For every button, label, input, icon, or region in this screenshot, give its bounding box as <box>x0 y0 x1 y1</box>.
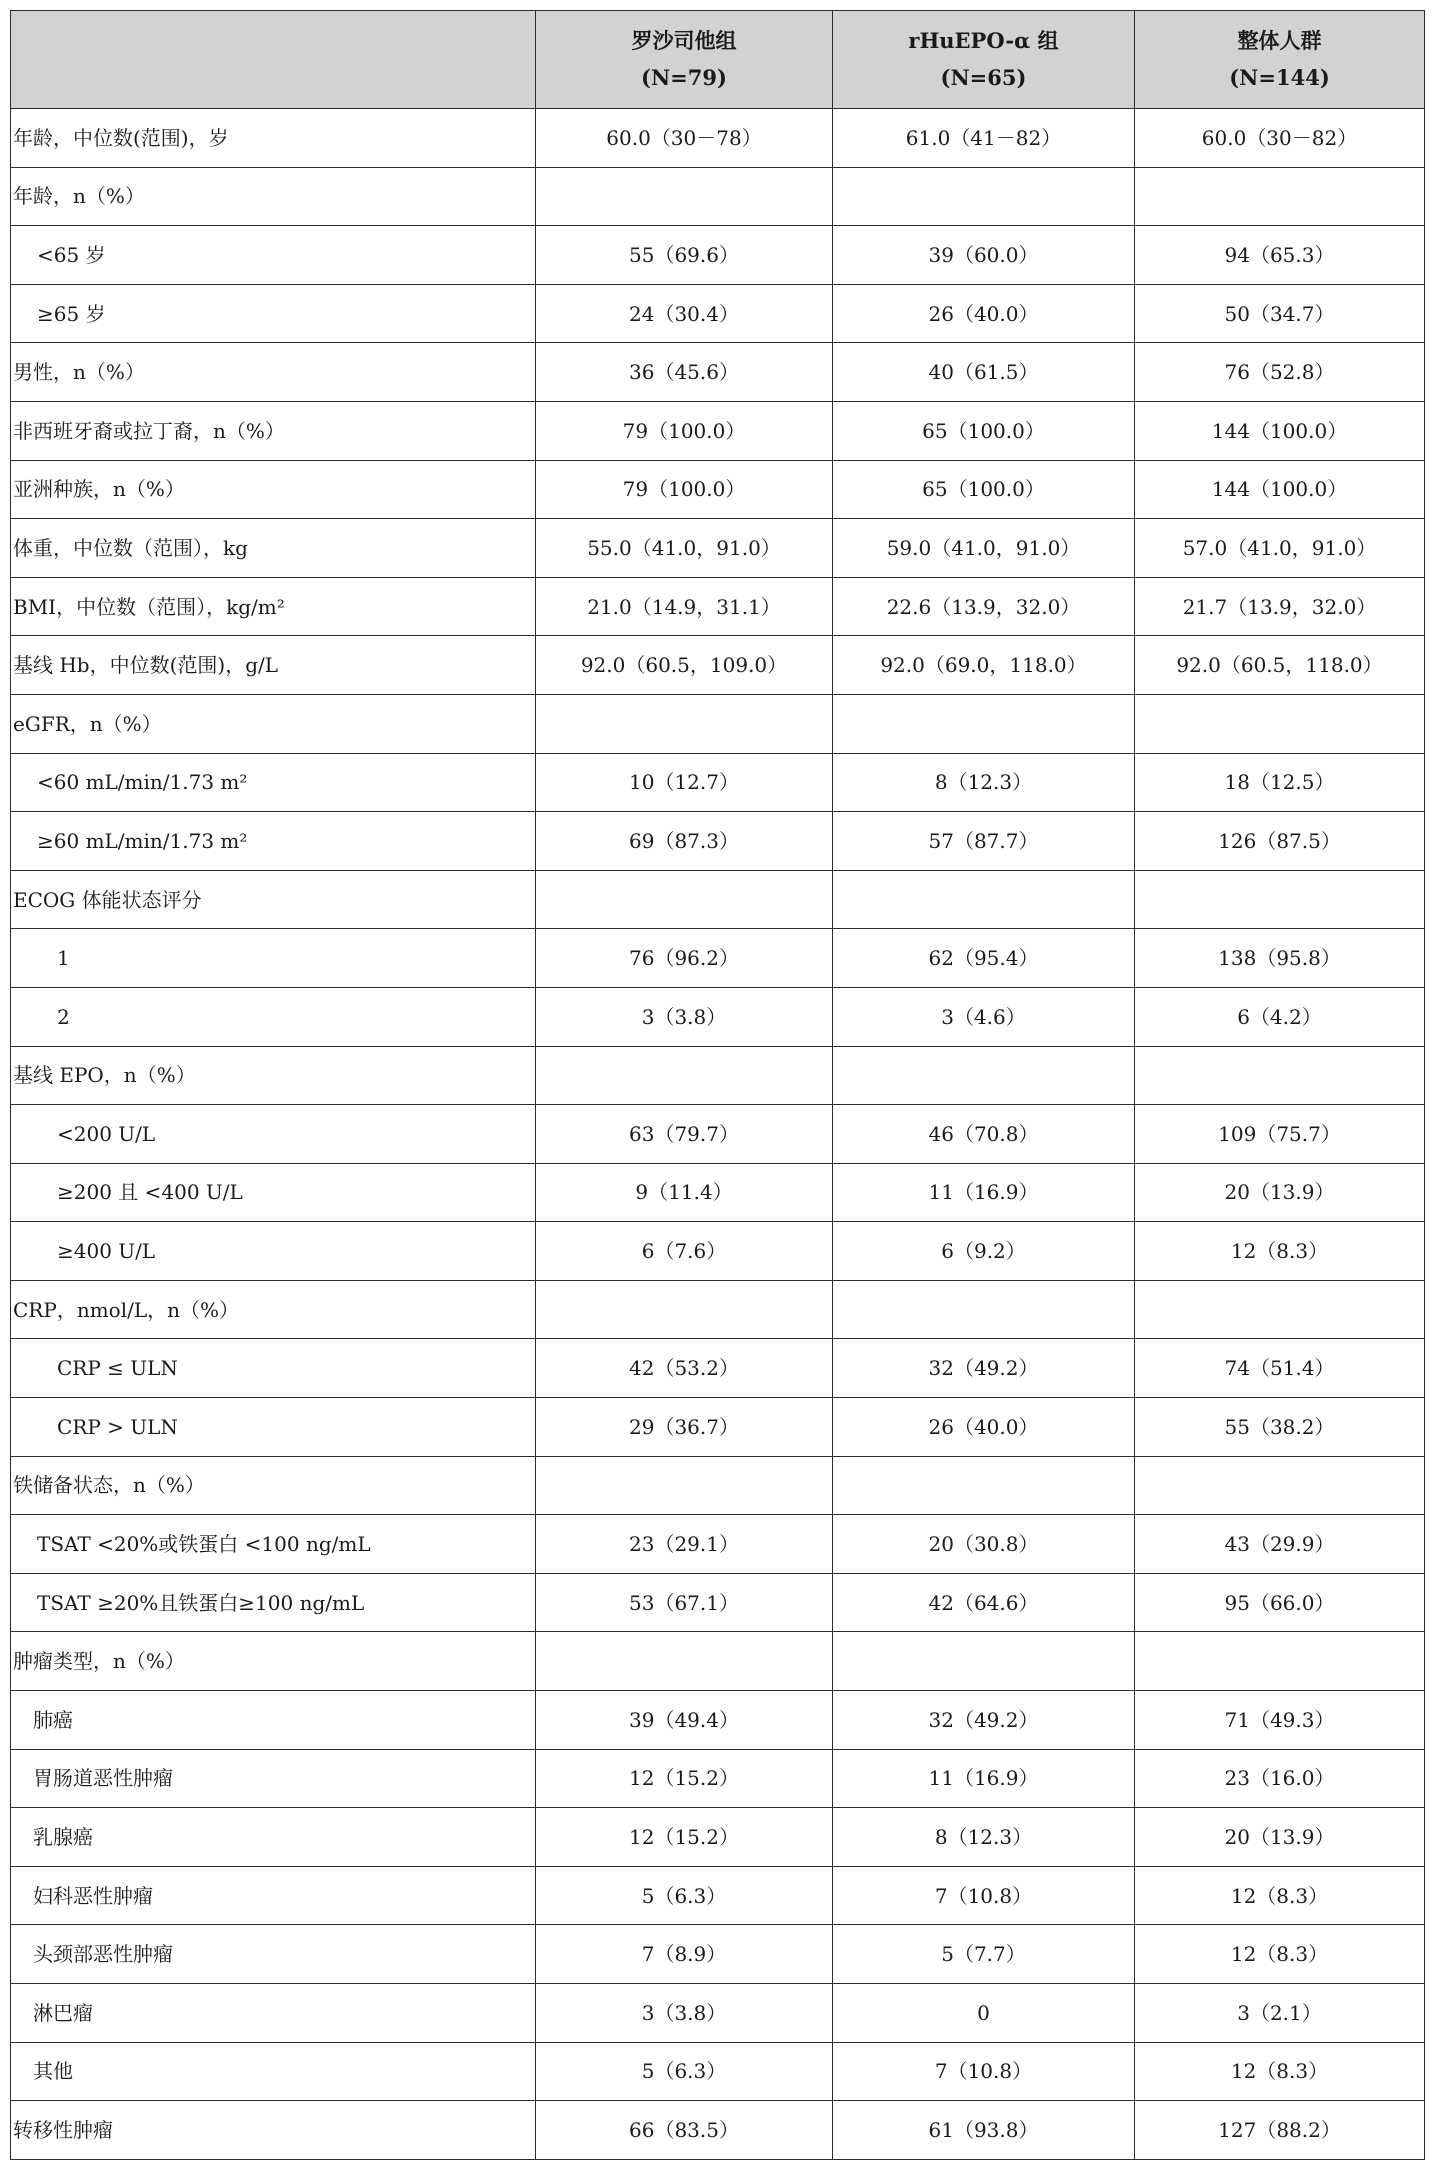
rhuepo-value: 65（100.0） <box>833 460 1135 519</box>
header-rhuepo-group <box>833 11 1135 109</box>
overall-value <box>1135 694 1425 753</box>
roxadustat-value: 55.0（41.0，91.0） <box>536 519 833 578</box>
row-label: CRP，nmol/L，n（%） <box>11 1280 536 1339</box>
table-header <box>11 11 1425 109</box>
roxadustat-value: 63（79.7） <box>536 1105 833 1164</box>
row-label: 妇科恶性肿瘤 <box>11 1866 536 1925</box>
row-label: 亚洲种族，n（%） <box>11 460 536 519</box>
table-row <box>11 636 1425 695</box>
rhuepo-value: 40（61.5） <box>833 343 1135 402</box>
row-label: 铁储备状态，n（%） <box>11 1456 536 1515</box>
roxadustat-value: 42（53.2） <box>536 1339 833 1398</box>
roxadustat-value: 60.0（30－78） <box>536 109 833 168</box>
group-name: 罗沙司他组 <box>631 27 737 53</box>
rhuepo-value: 42（64.6） <box>833 1573 1135 1632</box>
table-row <box>11 1866 1425 1925</box>
rhuepo-value: 26（40.0） <box>833 284 1135 343</box>
row-label: 肺癌 <box>11 1691 536 1750</box>
rhuepo-value: 92.0（69.0，118.0） <box>833 636 1135 695</box>
table-row <box>11 870 1425 929</box>
table-row <box>11 2042 1425 2101</box>
row-label: 基线 Hb，中位数(范围)，g/L <box>11 636 536 695</box>
roxadustat-value: 36（45.6） <box>536 343 833 402</box>
rhuepo-value: 62（95.4） <box>833 929 1135 988</box>
roxadustat-value <box>536 694 833 753</box>
roxadustat-value: 12（15.2） <box>536 1808 833 1867</box>
row-label: 肿瘤类型，n（%） <box>11 1632 536 1691</box>
row-label: BMI，中位数（范围），kg/m² <box>11 577 536 636</box>
row-label: 胃肠道恶性肿瘤 <box>11 1749 536 1808</box>
overall-value: 76（52.8） <box>1135 343 1425 402</box>
roxadustat-value: 76（96.2） <box>536 929 833 988</box>
rhuepo-value: 32（49.2） <box>833 1691 1135 1750</box>
rhuepo-value: 39（60.0） <box>833 226 1135 285</box>
table-row <box>11 1046 1425 1105</box>
row-label: 年龄，n（%） <box>11 167 536 226</box>
row-label: TSAT <20%或铁蛋白 <100 ng/mL <box>11 1515 536 1574</box>
table-row <box>11 1105 1425 1164</box>
roxadustat-value: 3（3.8） <box>536 1984 833 2043</box>
rhuepo-value <box>833 1280 1135 1339</box>
overall-value: 60.0（30－82） <box>1135 109 1425 168</box>
roxadustat-value: 79（100.0） <box>536 401 833 460</box>
table-row <box>11 812 1425 871</box>
roxadustat-value: 21.0（14.9，31.1） <box>536 577 833 636</box>
table-row <box>11 167 1425 226</box>
overall-value: 144（100.0） <box>1135 460 1425 519</box>
row-label: <200 U/L <box>11 1105 536 1164</box>
overall-value: 127（88.2） <box>1135 2101 1425 2160</box>
roxadustat-value <box>536 1456 833 1515</box>
row-label: 头颈部恶性肿瘤 <box>11 1925 536 1984</box>
roxadustat-value: 66（83.5） <box>536 2101 833 2160</box>
header-row <box>11 11 1425 109</box>
table-row <box>11 1222 1425 1281</box>
group-name: 整体人群 <box>1237 27 1322 53</box>
table-row <box>11 753 1425 812</box>
roxadustat-value: 69（87.3） <box>536 812 833 871</box>
table-row <box>11 401 1425 460</box>
overall-value <box>1135 1456 1425 1515</box>
rhuepo-value: 8（12.3） <box>833 1808 1135 1867</box>
table-row <box>11 2101 1425 2160</box>
roxadustat-value <box>536 1632 833 1691</box>
overall-value: 109（75.7） <box>1135 1105 1425 1164</box>
roxadustat-value: 9（11.4） <box>536 1163 833 1222</box>
table-row <box>11 1691 1425 1750</box>
overall-value: 21.7（13.9，32.0） <box>1135 577 1425 636</box>
row-label: TSAT ≥20%且铁蛋白≥100 ng/mL <box>11 1573 536 1632</box>
roxadustat-value <box>536 1280 833 1339</box>
rhuepo-value: 11（16.9） <box>833 1163 1135 1222</box>
rhuepo-value: 7（10.8） <box>833 2042 1135 2101</box>
rhuepo-value: 3（4.6） <box>833 987 1135 1046</box>
roxadustat-value: 12（15.2） <box>536 1749 833 1808</box>
row-label: <60 mL/min/1.73 m² <box>11 753 536 812</box>
table-row <box>11 694 1425 753</box>
overall-value: 144（100.0） <box>1135 401 1425 460</box>
table-row <box>11 519 1425 578</box>
table-row <box>11 1456 1425 1515</box>
overall-value: 12（8.3） <box>1135 1222 1425 1281</box>
overall-value: 43（29.9） <box>1135 1515 1425 1574</box>
table-row <box>11 1573 1425 1632</box>
row-label: 1 <box>11 929 536 988</box>
roxadustat-value: 79（100.0） <box>536 460 833 519</box>
overall-value: 20（13.9） <box>1135 1808 1425 1867</box>
rhuepo-value: 22.6（13.9，32.0） <box>833 577 1135 636</box>
roxadustat-value: 3（3.8） <box>536 987 833 1046</box>
rhuepo-value: 8（12.3） <box>833 753 1135 812</box>
overall-value: 6（4.2） <box>1135 987 1425 1046</box>
row-label: CRP > ULN <box>11 1398 536 1457</box>
overall-value: 92.0（60.5，118.0） <box>1135 636 1425 695</box>
roxadustat-value: 6（7.6） <box>536 1222 833 1281</box>
table-row <box>11 284 1425 343</box>
header-overall-population <box>1135 11 1425 109</box>
row-label: ≥400 U/L <box>11 1222 536 1281</box>
rhuepo-value: 26（40.0） <box>833 1398 1135 1457</box>
rhuepo-value: 0 <box>833 1984 1135 2043</box>
group-name: rHuEPO-α 组 <box>908 27 1059 53</box>
table-row <box>11 1398 1425 1457</box>
roxadustat-value: 5（6.3） <box>536 2042 833 2101</box>
roxadustat-value: 7（8.9） <box>536 1925 833 1984</box>
roxadustat-value: 92.0（60.5，109.0） <box>536 636 833 695</box>
row-label: ≥65 岁 <box>11 284 536 343</box>
row-label: ≥60 mL/min/1.73 m² <box>11 812 536 871</box>
overall-value <box>1135 870 1425 929</box>
overall-value: 50（34.7） <box>1135 284 1425 343</box>
overall-value <box>1135 1632 1425 1691</box>
table-row <box>11 1163 1425 1222</box>
overall-value: 12（8.3） <box>1135 1925 1425 1984</box>
roxadustat-value: 39（49.4） <box>536 1691 833 1750</box>
overall-value: 74（51.4） <box>1135 1339 1425 1398</box>
rhuepo-value: 7（10.8） <box>833 1866 1135 1925</box>
overall-value: 12（8.3） <box>1135 2042 1425 2101</box>
row-label: CRP ≤ ULN <box>11 1339 536 1398</box>
rhuepo-value: 61（93.8） <box>833 2101 1135 2160</box>
row-label: 基线 EPO，n（%） <box>11 1046 536 1105</box>
row-label: 体重，中位数（范围），kg <box>11 519 536 578</box>
roxadustat-value <box>536 167 833 226</box>
rhuepo-value: 5（7.7） <box>833 1925 1135 1984</box>
rhuepo-value: 46（70.8） <box>833 1105 1135 1164</box>
table-row <box>11 343 1425 402</box>
overall-value: 126（87.5） <box>1135 812 1425 871</box>
table-row <box>11 1984 1425 2043</box>
row-label: eGFR，n（%） <box>11 694 536 753</box>
table-body <box>11 109 1425 2160</box>
rhuepo-value: 6（9.2） <box>833 1222 1135 1281</box>
group-n: (N=144) <box>1229 64 1330 90</box>
rhuepo-value: 65（100.0） <box>833 401 1135 460</box>
row-label: <65 岁 <box>11 226 536 285</box>
table-row <box>11 1515 1425 1574</box>
row-label: 男性，n（%） <box>11 343 536 402</box>
rhuepo-value: 61.0（41－82） <box>833 109 1135 168</box>
overall-value: 95（66.0） <box>1135 1573 1425 1632</box>
table-row <box>11 226 1425 285</box>
overall-value: 94（65.3） <box>1135 226 1425 285</box>
overall-value: 138（95.8） <box>1135 929 1425 988</box>
overall-value: 55（38.2） <box>1135 1398 1425 1457</box>
table-row <box>11 1925 1425 1984</box>
row-label: ECOG 体能状态评分 <box>11 870 536 929</box>
row-label: 2 <box>11 987 536 1046</box>
baseline-characteristics-table <box>10 10 1425 2160</box>
row-label: ≥200 且 <400 U/L <box>11 1163 536 1222</box>
roxadustat-value: 55（69.6） <box>536 226 833 285</box>
table-row <box>11 1632 1425 1691</box>
table-row <box>11 460 1425 519</box>
rhuepo-value: 11（16.9） <box>833 1749 1135 1808</box>
rhuepo-value <box>833 870 1135 929</box>
header-roxadustat-group <box>536 11 833 109</box>
row-label: 淋巴瘤 <box>11 1984 536 2043</box>
roxadustat-value: 29（36.7） <box>536 1398 833 1457</box>
rhuepo-value: 59.0（41.0，91.0） <box>833 519 1135 578</box>
overall-value: 20（13.9） <box>1135 1163 1425 1222</box>
overall-value: 12（8.3） <box>1135 1866 1425 1925</box>
table-row <box>11 929 1425 988</box>
rhuepo-value <box>833 1632 1135 1691</box>
roxadustat-value: 10（12.7） <box>536 753 833 812</box>
group-n: (N=65) <box>940 64 1027 90</box>
group-n: (N=79) <box>641 64 727 90</box>
rhuepo-value <box>833 1456 1135 1515</box>
overall-value: 57.0（41.0，91.0） <box>1135 519 1425 578</box>
rhuepo-value: 57（87.7） <box>833 812 1135 871</box>
rhuepo-value: 20（30.8） <box>833 1515 1135 1574</box>
row-label: 乳腺癌 <box>11 1808 536 1867</box>
rhuepo-value <box>833 694 1135 753</box>
overall-value <box>1135 1280 1425 1339</box>
rhuepo-value: 32（49.2） <box>833 1339 1135 1398</box>
row-label: 非西班牙裔或拉丁裔，n（%） <box>11 401 536 460</box>
overall-value: 23（16.0） <box>1135 1749 1425 1808</box>
row-label: 转移性肿瘤 <box>11 2101 536 2160</box>
overall-value: 18（12.5） <box>1135 753 1425 812</box>
roxadustat-value: 24（30.4） <box>536 284 833 343</box>
table-row <box>11 987 1425 1046</box>
row-label: 其他 <box>11 2042 536 2101</box>
table-row <box>11 577 1425 636</box>
rhuepo-value <box>833 167 1135 226</box>
table-row <box>11 1339 1425 1398</box>
table-row <box>11 109 1425 168</box>
rhuepo-value <box>833 1046 1135 1105</box>
overall-value: 3（2.1） <box>1135 1984 1425 2043</box>
table-row <box>11 1749 1425 1808</box>
roxadustat-value <box>536 1046 833 1105</box>
header-label-cell <box>11 11 536 109</box>
overall-value: 71（49.3） <box>1135 1691 1425 1750</box>
overall-value <box>1135 1046 1425 1105</box>
table-row <box>11 1280 1425 1339</box>
roxadustat-value: 23（29.1） <box>536 1515 833 1574</box>
roxadustat-value <box>536 870 833 929</box>
roxadustat-value: 53（67.1） <box>536 1573 833 1632</box>
roxadustat-value: 5（6.3） <box>536 1866 833 1925</box>
overall-value <box>1135 167 1425 226</box>
row-label: 年龄，中位数(范围)，岁 <box>11 109 536 168</box>
table-row <box>11 1808 1425 1867</box>
